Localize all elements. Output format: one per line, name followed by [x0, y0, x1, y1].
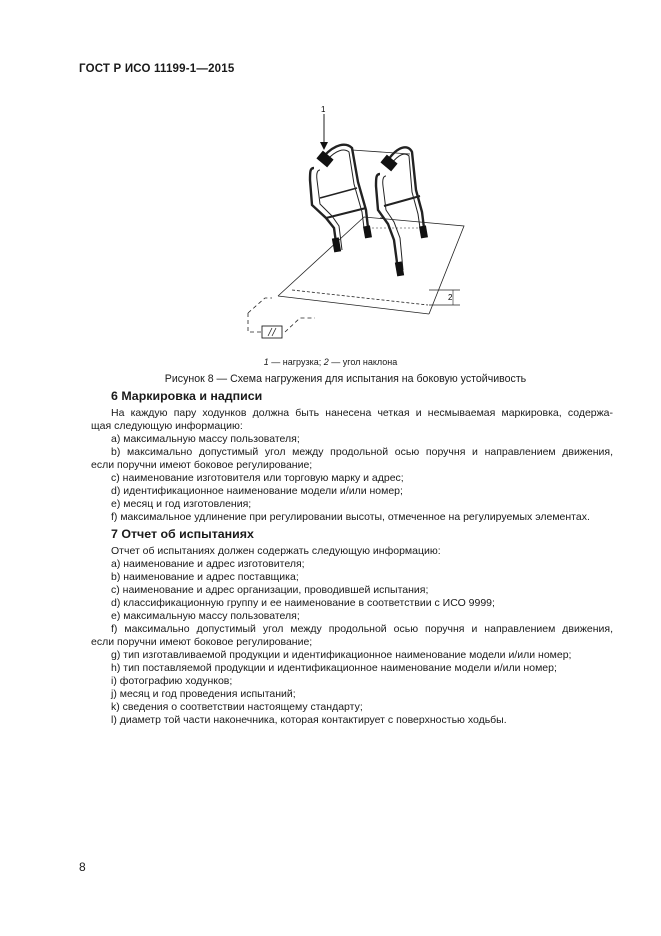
- section-7-intro: Отчет об испытаниях должен содержать следующую информацию:: [111, 545, 441, 557]
- right-handgrip: [380, 155, 397, 172]
- section-6-item-a: a) максимальную массу пользователя;: [111, 433, 300, 445]
- section-7-item-i: i) фотографию ходунков;: [111, 675, 233, 687]
- tip-rear-right: [419, 225, 428, 238]
- callout-1: 1: [321, 105, 326, 114]
- section-6-item-e: e) месяц и год изготовления;: [111, 498, 252, 510]
- callout-2: 2: [448, 293, 453, 302]
- page-number: 8: [79, 860, 86, 874]
- dashed-support: [248, 298, 272, 313]
- figure-caption: Рисунок 8 — Схема нагружения для испытания на боковую устойчивость: [164, 373, 527, 385]
- walker-drawing: [240, 100, 470, 350]
- section-7-item-f: f) максимально допустимый угол между продольной осью поручня и направлением движения,: [111, 623, 613, 635]
- section-7-heading: 7 Отчет об испытаниях: [111, 527, 254, 541]
- legend-number-1: 1: [263, 357, 269, 367]
- section-6-intro-line-1: На каждую пару ходунков должна быть нанесена четкая и несмываемая маркировка, содержа-: [111, 407, 613, 419]
- section-7-item-g: g) тип изготавливаемой продукции и идентификационное наименование модели и/или номер;: [111, 649, 572, 661]
- section-6-item-f: f) максимальное удлинение при регулировании высоты, отмеченное на регулируемых элементах.: [111, 511, 590, 523]
- section-7-item-k: k) сведения о соответствии настоящему стандарту;: [111, 701, 363, 713]
- section-6-item-b-cont: если поручни имеют боковое регулирование;: [91, 459, 313, 471]
- legend-text-1: — нагрузка;: [268, 357, 324, 367]
- section-6-item-c: c) наименование изготовителя или торговую марку и адрес;: [111, 472, 404, 484]
- figure-legend: [0, 357, 661, 367]
- section-7-item-j: j) месяц и год проведения испытаний;: [111, 688, 296, 700]
- section-6-intro-line-2: щая следующую информацию:: [91, 420, 243, 432]
- section-6-item-b: b) максимально допустимый угол между продольной осью поручня и направлением движения,: [111, 446, 613, 458]
- section-7-item-d: d) классификационную группу и ее наименование в соответствии с ИСО 9999;: [111, 597, 495, 609]
- document-header: ГОСТ Р ИСО 11199-1—2015: [79, 63, 235, 75]
- section-7-item-b: b) наименование и адрес поставщика;: [111, 571, 299, 583]
- section-6-item-d: d) идентификационное наименование модели и/или номер;: [111, 485, 403, 497]
- legend-text-2: — угол наклона: [328, 357, 398, 367]
- legend-number-2: 2: [323, 357, 329, 367]
- section-7-item-a: a) наименование и адрес изготовителя;: [111, 558, 305, 570]
- hinge-symbol: [262, 326, 282, 338]
- loading-scheme-figure: [240, 100, 470, 350]
- section-7-item-h: h) тип поставляемой продукции и идентификационное наименование модели и/или номер;: [111, 662, 557, 674]
- tip-rear-left: [363, 225, 372, 238]
- section-6-heading: 6 Маркировка и надписи: [111, 389, 263, 403]
- left-handgrip: [316, 151, 333, 168]
- section-7-item-c: c) наименование и адрес организации, проводившей испытания;: [111, 584, 429, 596]
- section-7-item-e: e) максимальную массу пользователя;: [111, 610, 300, 622]
- section-7-item-f-cont: если поручни имеют боковое регулирование;: [91, 636, 313, 648]
- section-7-item-l: l) диаметр той части наконечника, которая контактирует с поверхностью ходьбы.: [111, 714, 507, 726]
